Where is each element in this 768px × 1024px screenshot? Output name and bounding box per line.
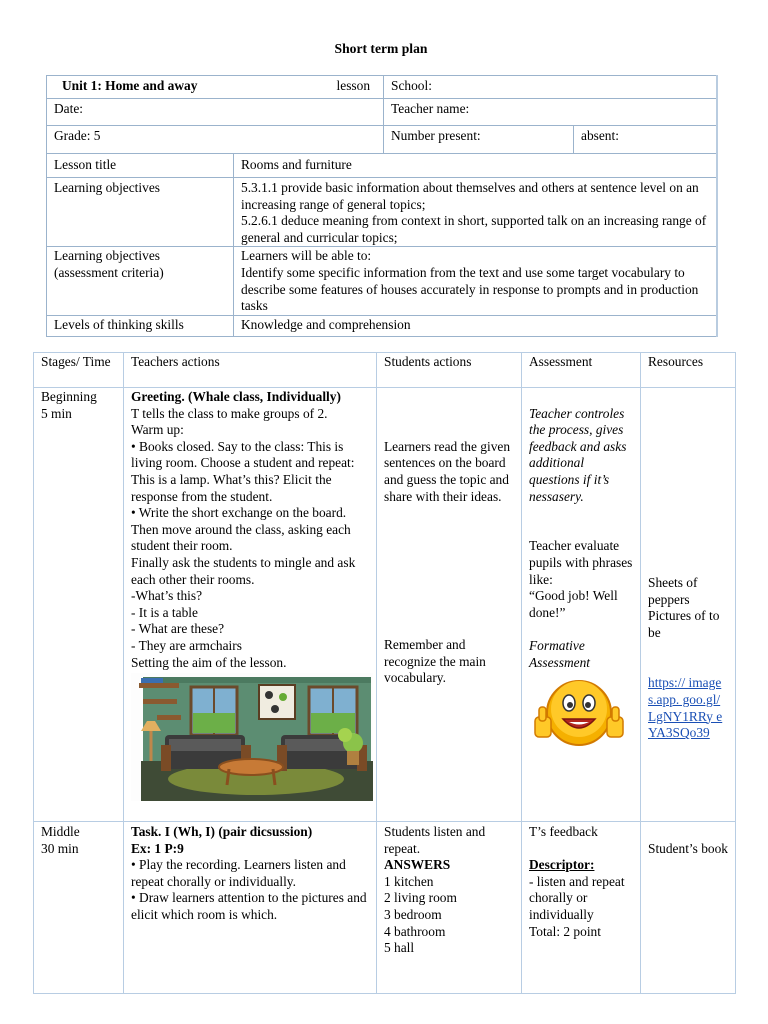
teacher-line: - What are these?	[131, 621, 225, 637]
beginning-assessment-cell	[522, 388, 641, 822]
stage-time: 30 min	[41, 840, 79, 856]
stage-name: Middle	[41, 824, 80, 839]
living-room-illustration	[131, 673, 373, 801]
students-action-2: Remember and recognize the main vocabulary.	[384, 637, 486, 686]
criteria-text: Identify some specific information from the text and use some target vocabulary to describe some features of houses accurately in response to prompts and in production tasks	[241, 264, 699, 314]
teacher-line: -What’s this?	[131, 588, 203, 604]
teacher-line: Finally ask the students to mingle and ask each other their rooms.	[131, 554, 356, 587]
grade-cell: Grade: 5	[47, 126, 384, 154]
task-heading: Task. I (Wh, I) (pair dicsussion)	[131, 824, 313, 839]
beginning-students-cell	[377, 388, 522, 822]
objectives-cell	[234, 178, 717, 247]
resources-text: Student’s book	[648, 840, 728, 856]
answers-label: ANSWERS	[384, 857, 451, 873]
header-resources: Resources	[641, 353, 736, 388]
lesson-title-value: Rooms and furniture	[234, 154, 717, 178]
thinking-value: Knowledge and comprehension	[234, 316, 717, 337]
lesson-plan-table	[33, 352, 736, 994]
header-students-actions: Students actions	[377, 353, 522, 388]
resources-text: Sheets of peppers Pictures of to be	[648, 575, 720, 640]
assessment-text-4: Formative Assessment	[529, 637, 590, 670]
greeting-heading: Greeting. (Whale class, Individually)	[131, 389, 341, 404]
answer-item: 1 kitchen	[384, 873, 434, 889]
students-action-1: Learners read the given sentences on the board and guess the topic and share with their ideas.	[384, 438, 511, 504]
teacher-line: • Play the recording. Learners listen and repeat chorally or individually.	[131, 857, 346, 889]
assessment-text-3: “Good job! Well done!”	[529, 588, 618, 620]
criteria-cell	[234, 247, 717, 316]
criteria-label-2: (assessment criteria)	[54, 264, 164, 280]
teacher-line: T tells the class to make groups of 2.	[131, 405, 328, 421]
criteria-label-1: Learning objectives	[54, 248, 160, 264]
objectives-label: Learning objectives	[47, 178, 234, 247]
descriptor-line: - listen and repeat chorally or individually	[529, 873, 625, 922]
teacher-line: • Books closed. Say to the class: This is living room. Choose a student and repeat: This is a lamp. What’s this? Elicit the response from the student.	[131, 438, 355, 504]
beginning-teacher-cell	[124, 388, 377, 822]
number-present-cell: Number present:	[384, 126, 574, 154]
stage-time: 5 min	[41, 405, 72, 421]
answer-item: 2 living room	[384, 890, 457, 906]
beginning-resources-cell	[641, 388, 736, 822]
lesson-title-label: Lesson title	[47, 154, 234, 178]
date-cell: Date:	[47, 99, 384, 126]
header-assessment: Assessment	[522, 353, 641, 388]
resources-link[interactable]: https:// images.app. goo.gl/ LgNY1RRy eYA3SQo39	[648, 675, 723, 741]
middle-resources-cell	[641, 822, 736, 994]
page-title: Short term plan	[334, 41, 428, 56]
teacher-name-cell: Teacher name:	[384, 99, 717, 126]
objective-item: 5.2.6.1 deduce meaning from context in short, supported talk on an increasing range of general and curricular topics;	[241, 213, 707, 245]
stage-name: Beginning	[41, 389, 97, 404]
unit-cell	[47, 76, 384, 99]
assessment-text-2: Teacher evaluate pupils with phrases like:	[529, 538, 633, 587]
answer-item: 5 hall	[384, 940, 415, 956]
middle-assessment-cell	[522, 822, 641, 994]
lesson-header-table	[46, 75, 718, 337]
assessment-text-1: Teacher controles the process, gives feedback and asks additional questions if it’s nessasery.	[529, 405, 627, 504]
criteria-label-cell	[47, 247, 234, 316]
absent-cell: absent:	[574, 126, 717, 154]
middle-teacher-cell	[124, 822, 377, 994]
answer-item: 4 bathroom	[384, 923, 446, 939]
answer-item: 3 bedroom	[384, 906, 442, 922]
exercise-heading: Ex: 1 P:9	[131, 840, 184, 856]
teacher-line: Setting the aim of the lesson.	[131, 654, 287, 670]
teacher-line: - It is a table	[131, 604, 198, 620]
middle-students-cell	[377, 822, 522, 994]
teacher-line: - They are armchairs	[131, 637, 242, 653]
descriptor-label: Descriptor:	[529, 857, 595, 873]
teacher-line: • Draw learners attention to the pictures and elicit which room is which.	[131, 890, 367, 922]
header-teachers-actions: Teachers actions	[124, 353, 377, 388]
beginning-stage-cell	[34, 388, 124, 822]
thinking-label: Levels of thinking skills	[47, 316, 234, 337]
students-intro: Students listen and repeat.	[384, 824, 486, 856]
teacher-line: • Write the short exchange on the board. Then move around the class, asking each student their room.	[131, 505, 351, 554]
teacher-line: Warm up:	[131, 422, 184, 438]
school-cell: School:	[384, 76, 717, 99]
criteria-intro: Learners will be able to:	[241, 248, 372, 264]
objective-item: 5.3.1.1 provide basic information about themselves and others at sentence level on an increasing range of general topics;	[241, 180, 699, 212]
unit-title: Unit 1: Home and away	[62, 78, 198, 93]
header-stages: Stages/ Time	[34, 353, 124, 388]
assessment-intro: T’s feedback	[529, 824, 598, 839]
descriptor-line: Total: 2 point	[529, 923, 601, 939]
lesson-label: lesson	[336, 78, 371, 93]
middle-stage-cell	[34, 822, 124, 994]
thumbs-up-smiley-icon	[529, 673, 629, 753]
